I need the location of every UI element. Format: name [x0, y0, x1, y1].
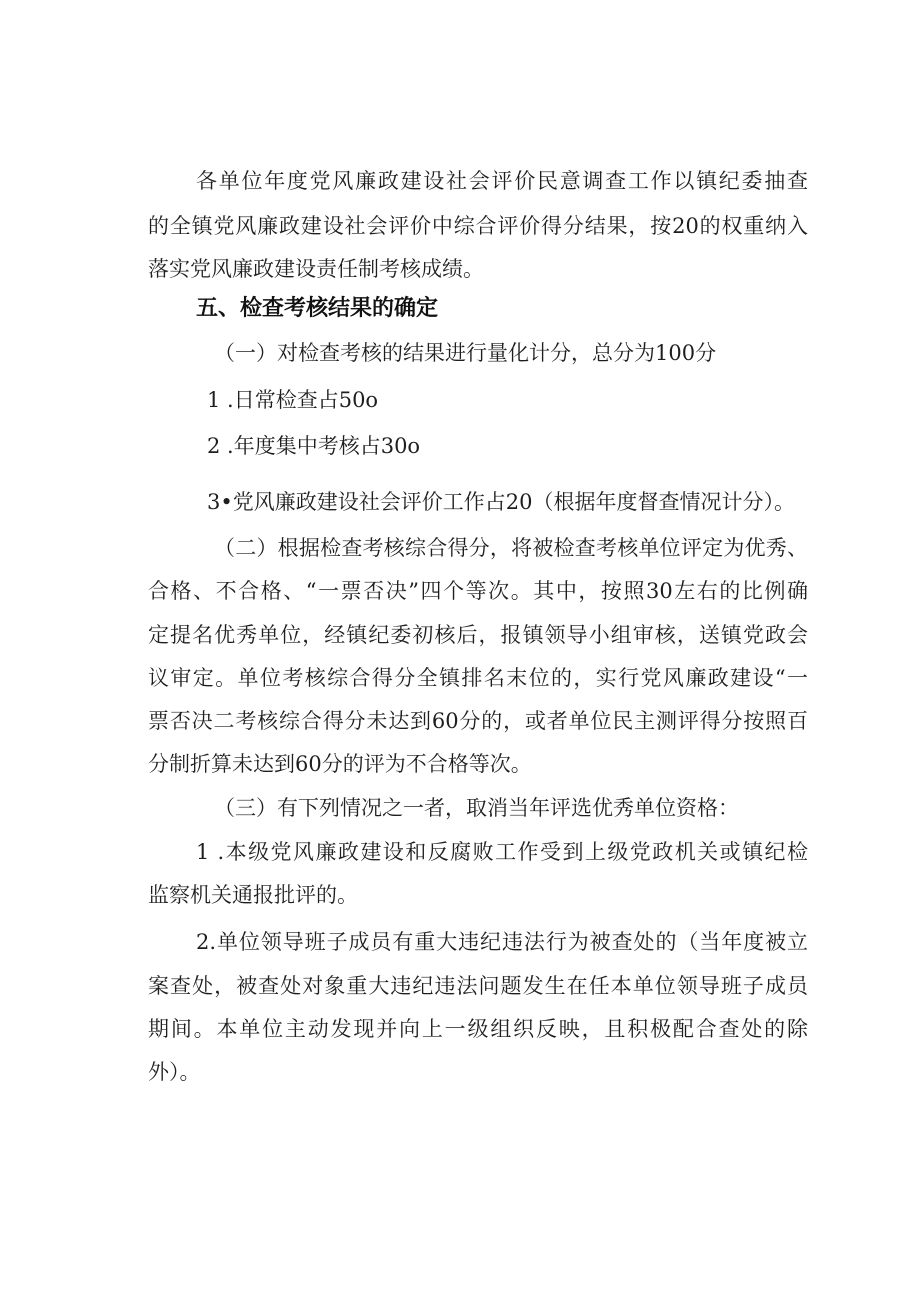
paragraph-line: 分制折算未达到60分的评为不合格等次。	[148, 752, 532, 776]
section-heading: 五、检查考核结果的确定	[196, 296, 439, 321]
list-item: 1 .日常检查占50o	[207, 388, 379, 412]
list-item: 2.单位领导班子成员有重大违纪违法行为被查处的（当年度被立	[196, 930, 808, 954]
paragraph-line: 票否决二考核综合得分未达到60分的，或者单位民主测评得分按照百	[148, 709, 808, 733]
list-item: 1 .本级党风廉政建设和反腐败工作受到上级党政机关或镇纪检	[196, 840, 808, 864]
list-item: 3•党风廉政建设社会评价工作占20（根据年度督查情况计分）。	[207, 490, 795, 514]
paragraph-line: 期间。本单位主动发现并向上一级组织反映，且积极配合查处的除	[148, 1017, 808, 1041]
subsection-title: （三）有下列情况之一者，取消当年评选优秀单位资格：	[214, 796, 739, 820]
paragraph-line: 监察机关通报批评的。	[148, 883, 358, 907]
paragraph-line: 案查处，被查处对象重大违纪违法问题发生在任本单位领导班子成员	[148, 974, 808, 998]
subsection-title: （一）对检查考核的结果进行量化计分，总分为100分	[214, 341, 717, 365]
list-item: 2 .年度集中考核占30o	[207, 434, 421, 458]
paragraph-line: 的全镇党风廉政建设社会评价中综合评价得分结果，按20的权重纳入	[148, 214, 808, 238]
paragraph-line: 落实党风廉政建设责任制考核成绩。	[148, 257, 484, 281]
paragraph-line: 议审定。单位考核综合得分全镇排名末位的，实行党风廉政建设“一	[148, 666, 808, 690]
paragraph-line: 合格、不合格、“一票否决”四个等次。其中，按照30左右的比例确	[148, 579, 808, 603]
paragraph-line: 定提名优秀单位，经镇纪委初核后，报镇领导小组审核，送镇党政会	[148, 623, 808, 647]
paragraph-line: 各单位年度党风廉政建设社会评价民意调查工作以镇纪委抽查	[196, 169, 808, 193]
paragraph-line: 外）。	[148, 1060, 201, 1084]
paragraph-line: （二）根据检查考核综合得分，将被检查考核单位评定为优秀、	[214, 536, 808, 560]
